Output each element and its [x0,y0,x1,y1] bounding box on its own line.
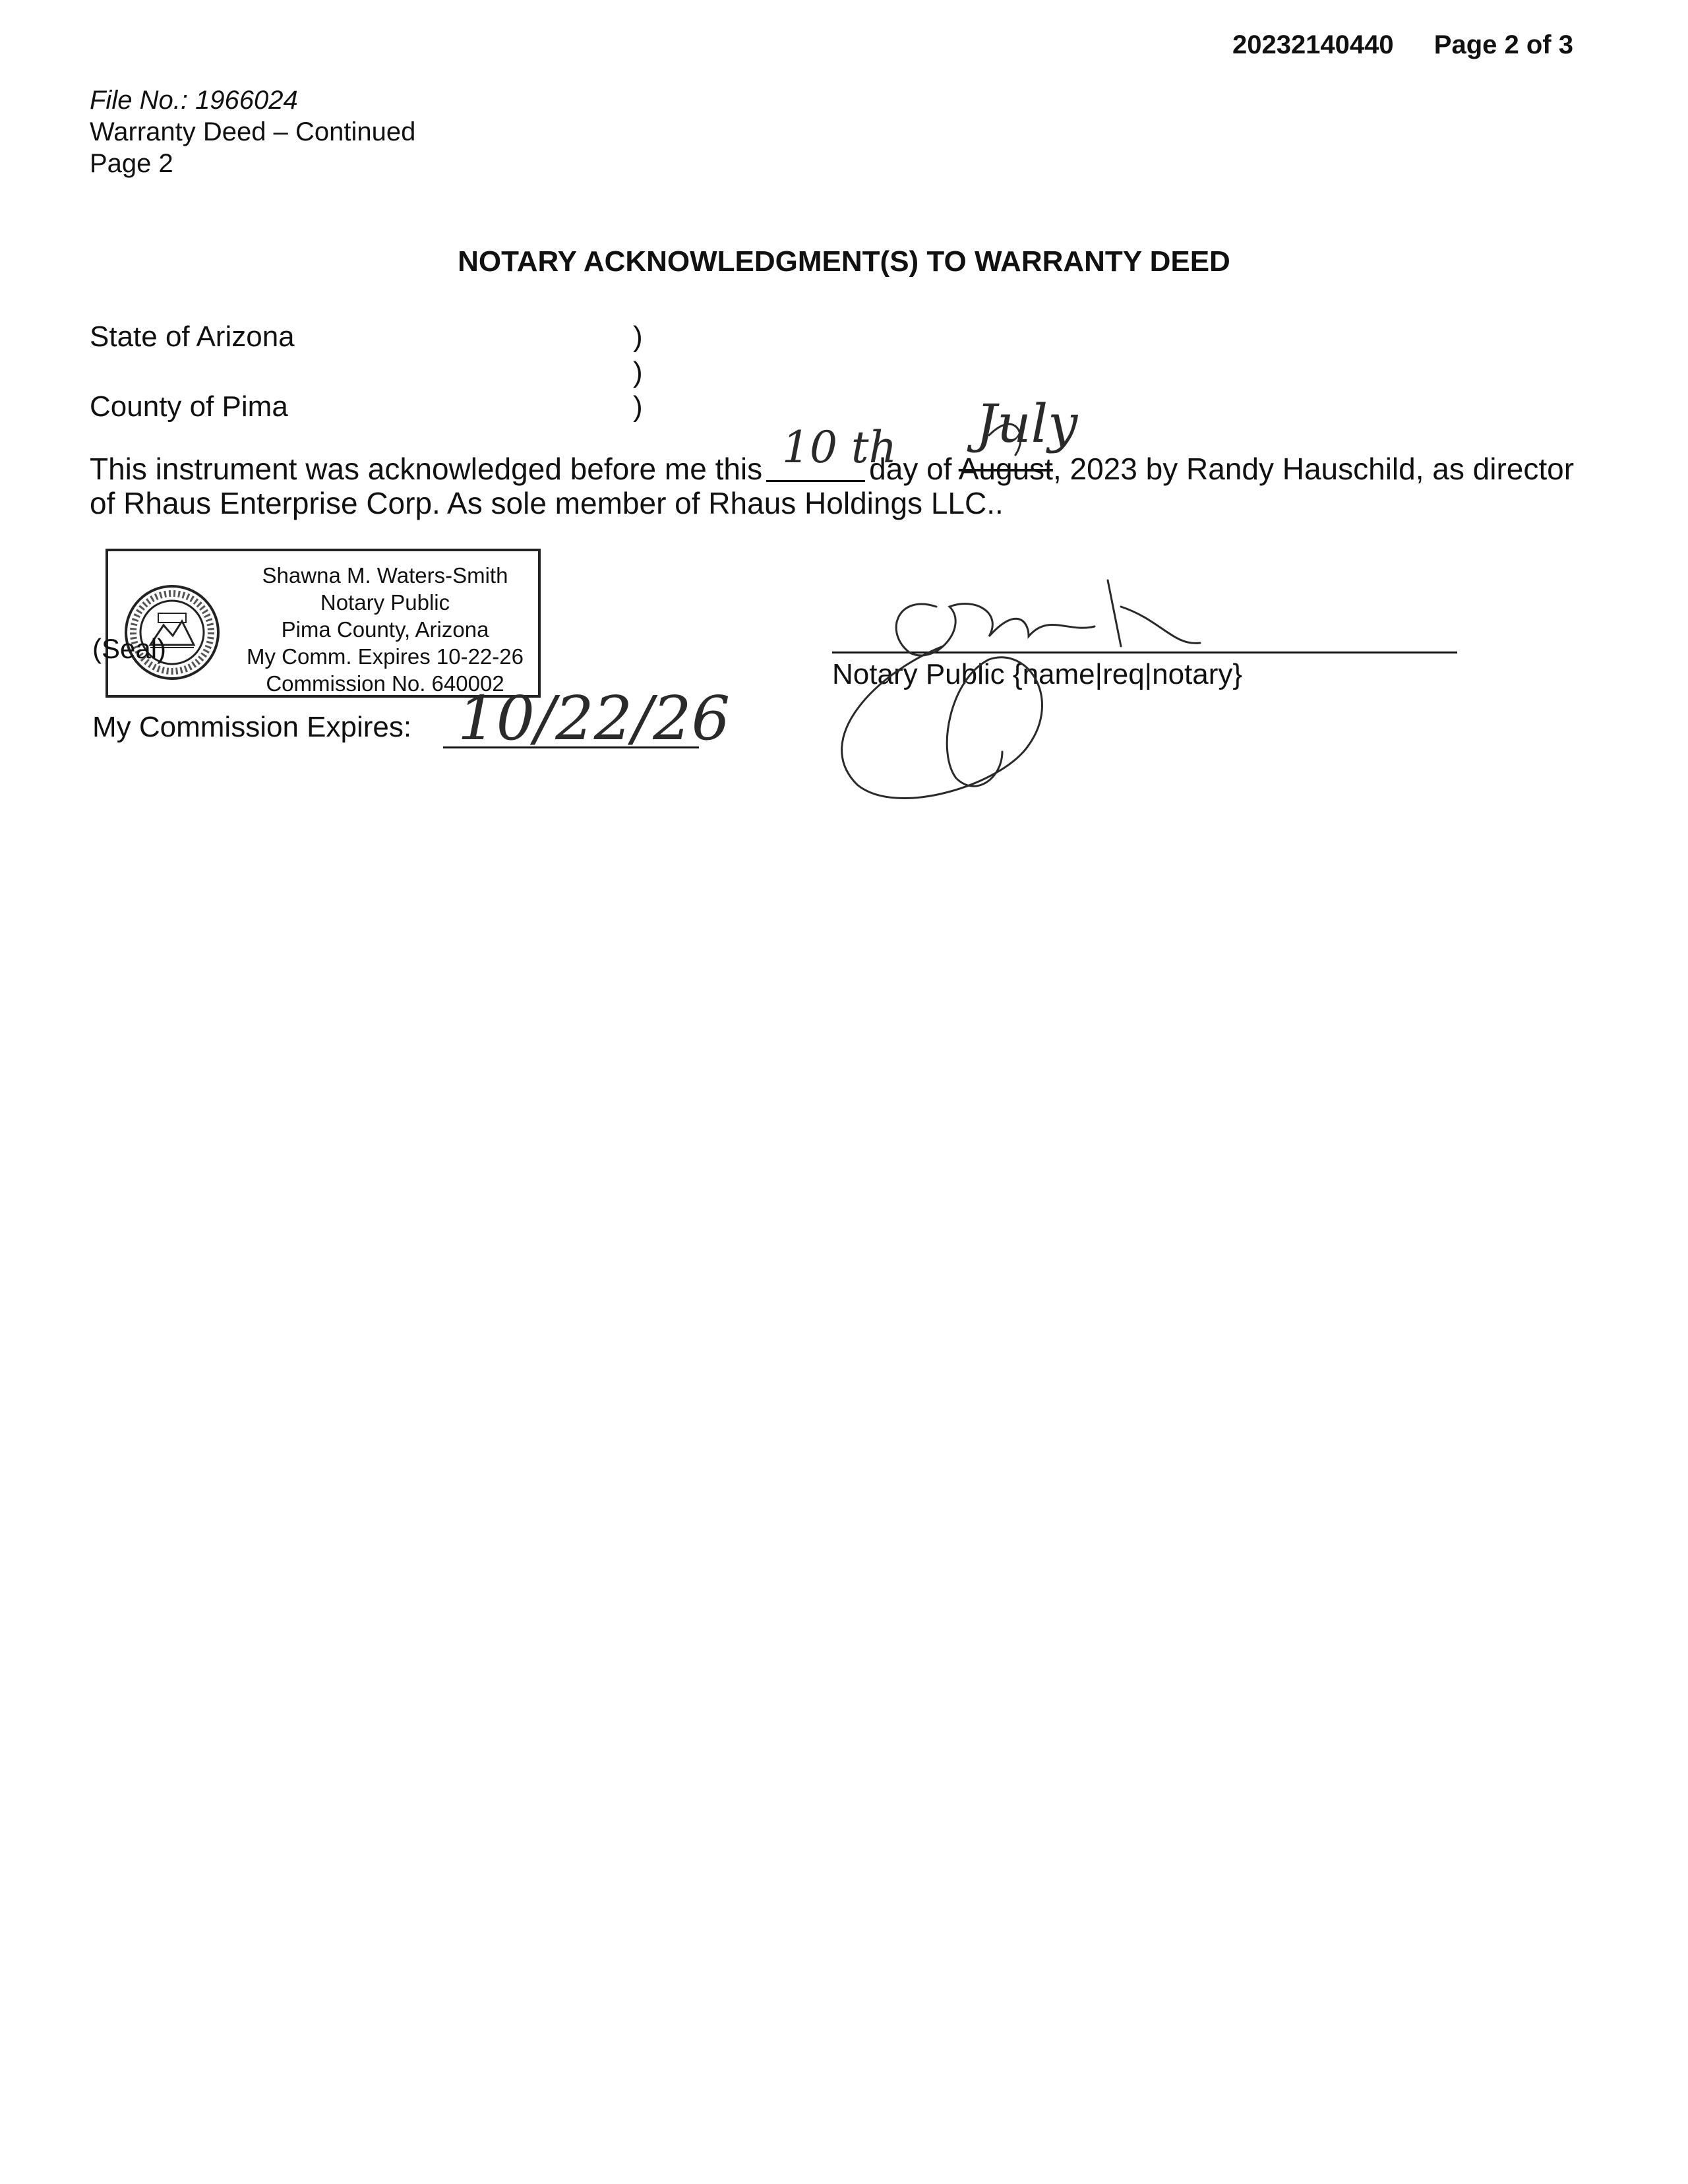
handwritten-month: July [976,393,1078,454]
venue-paren: ) [633,320,643,353]
stamp-title: Notary Public [320,590,450,615]
page-title: NOTARY ACKNOWLEDGMENT(S) TO WARRANTY DEED [458,245,1230,278]
acknowledgment-text: day of [869,452,952,486]
struck-month: August [958,452,1053,486]
page-indicator: Page 2 of 3 [1433,30,1573,59]
venue-paren: ) [633,356,643,388]
file-number-label: File No.: [90,86,188,115]
recording-number: 20232140440 [1232,30,1394,59]
acknowledgment-text: This instrument was acknowledged before me this [90,452,763,486]
handwritten-day: 10 th [782,422,897,473]
commission-expires-handwritten: 10/22/26 [458,683,731,754]
venue-paren: ) [633,390,643,423]
page-label: Page 2 [90,149,173,178]
stamp-county: Pima County, Arizona [281,617,489,642]
commission-expires-label: My Commission Expires: [92,711,412,743]
stamp-commission: Commission No. 640002 [266,671,504,696]
document-subtitle: Warranty Deed – Continued [90,117,416,146]
stamp-expires: My Comm. Expires 10-22-26 [247,644,524,669]
venue-county: County of Pima [90,390,288,423]
seal-label: (Seal) [92,633,167,664]
venue-state: State of Arizona [90,320,295,353]
acknowledgment-text: , 2023 by Randy Hauschild, as director [1052,452,1575,486]
signature-scribble [896,580,1200,655]
handwritten-month-flourish [989,424,1021,455]
signature-loop [842,646,1042,798]
acknowledgment-line-2: of Rhaus Enterprise Corp. As sole member of Rhaus Holdings LLC.. [90,486,1004,520]
notary-signature-label: Notary Public {name|req|notary} [832,658,1243,690]
stamp-name: Shawna M. Waters-Smith [262,563,508,588]
file-number-value: 1966024 [195,86,298,115]
